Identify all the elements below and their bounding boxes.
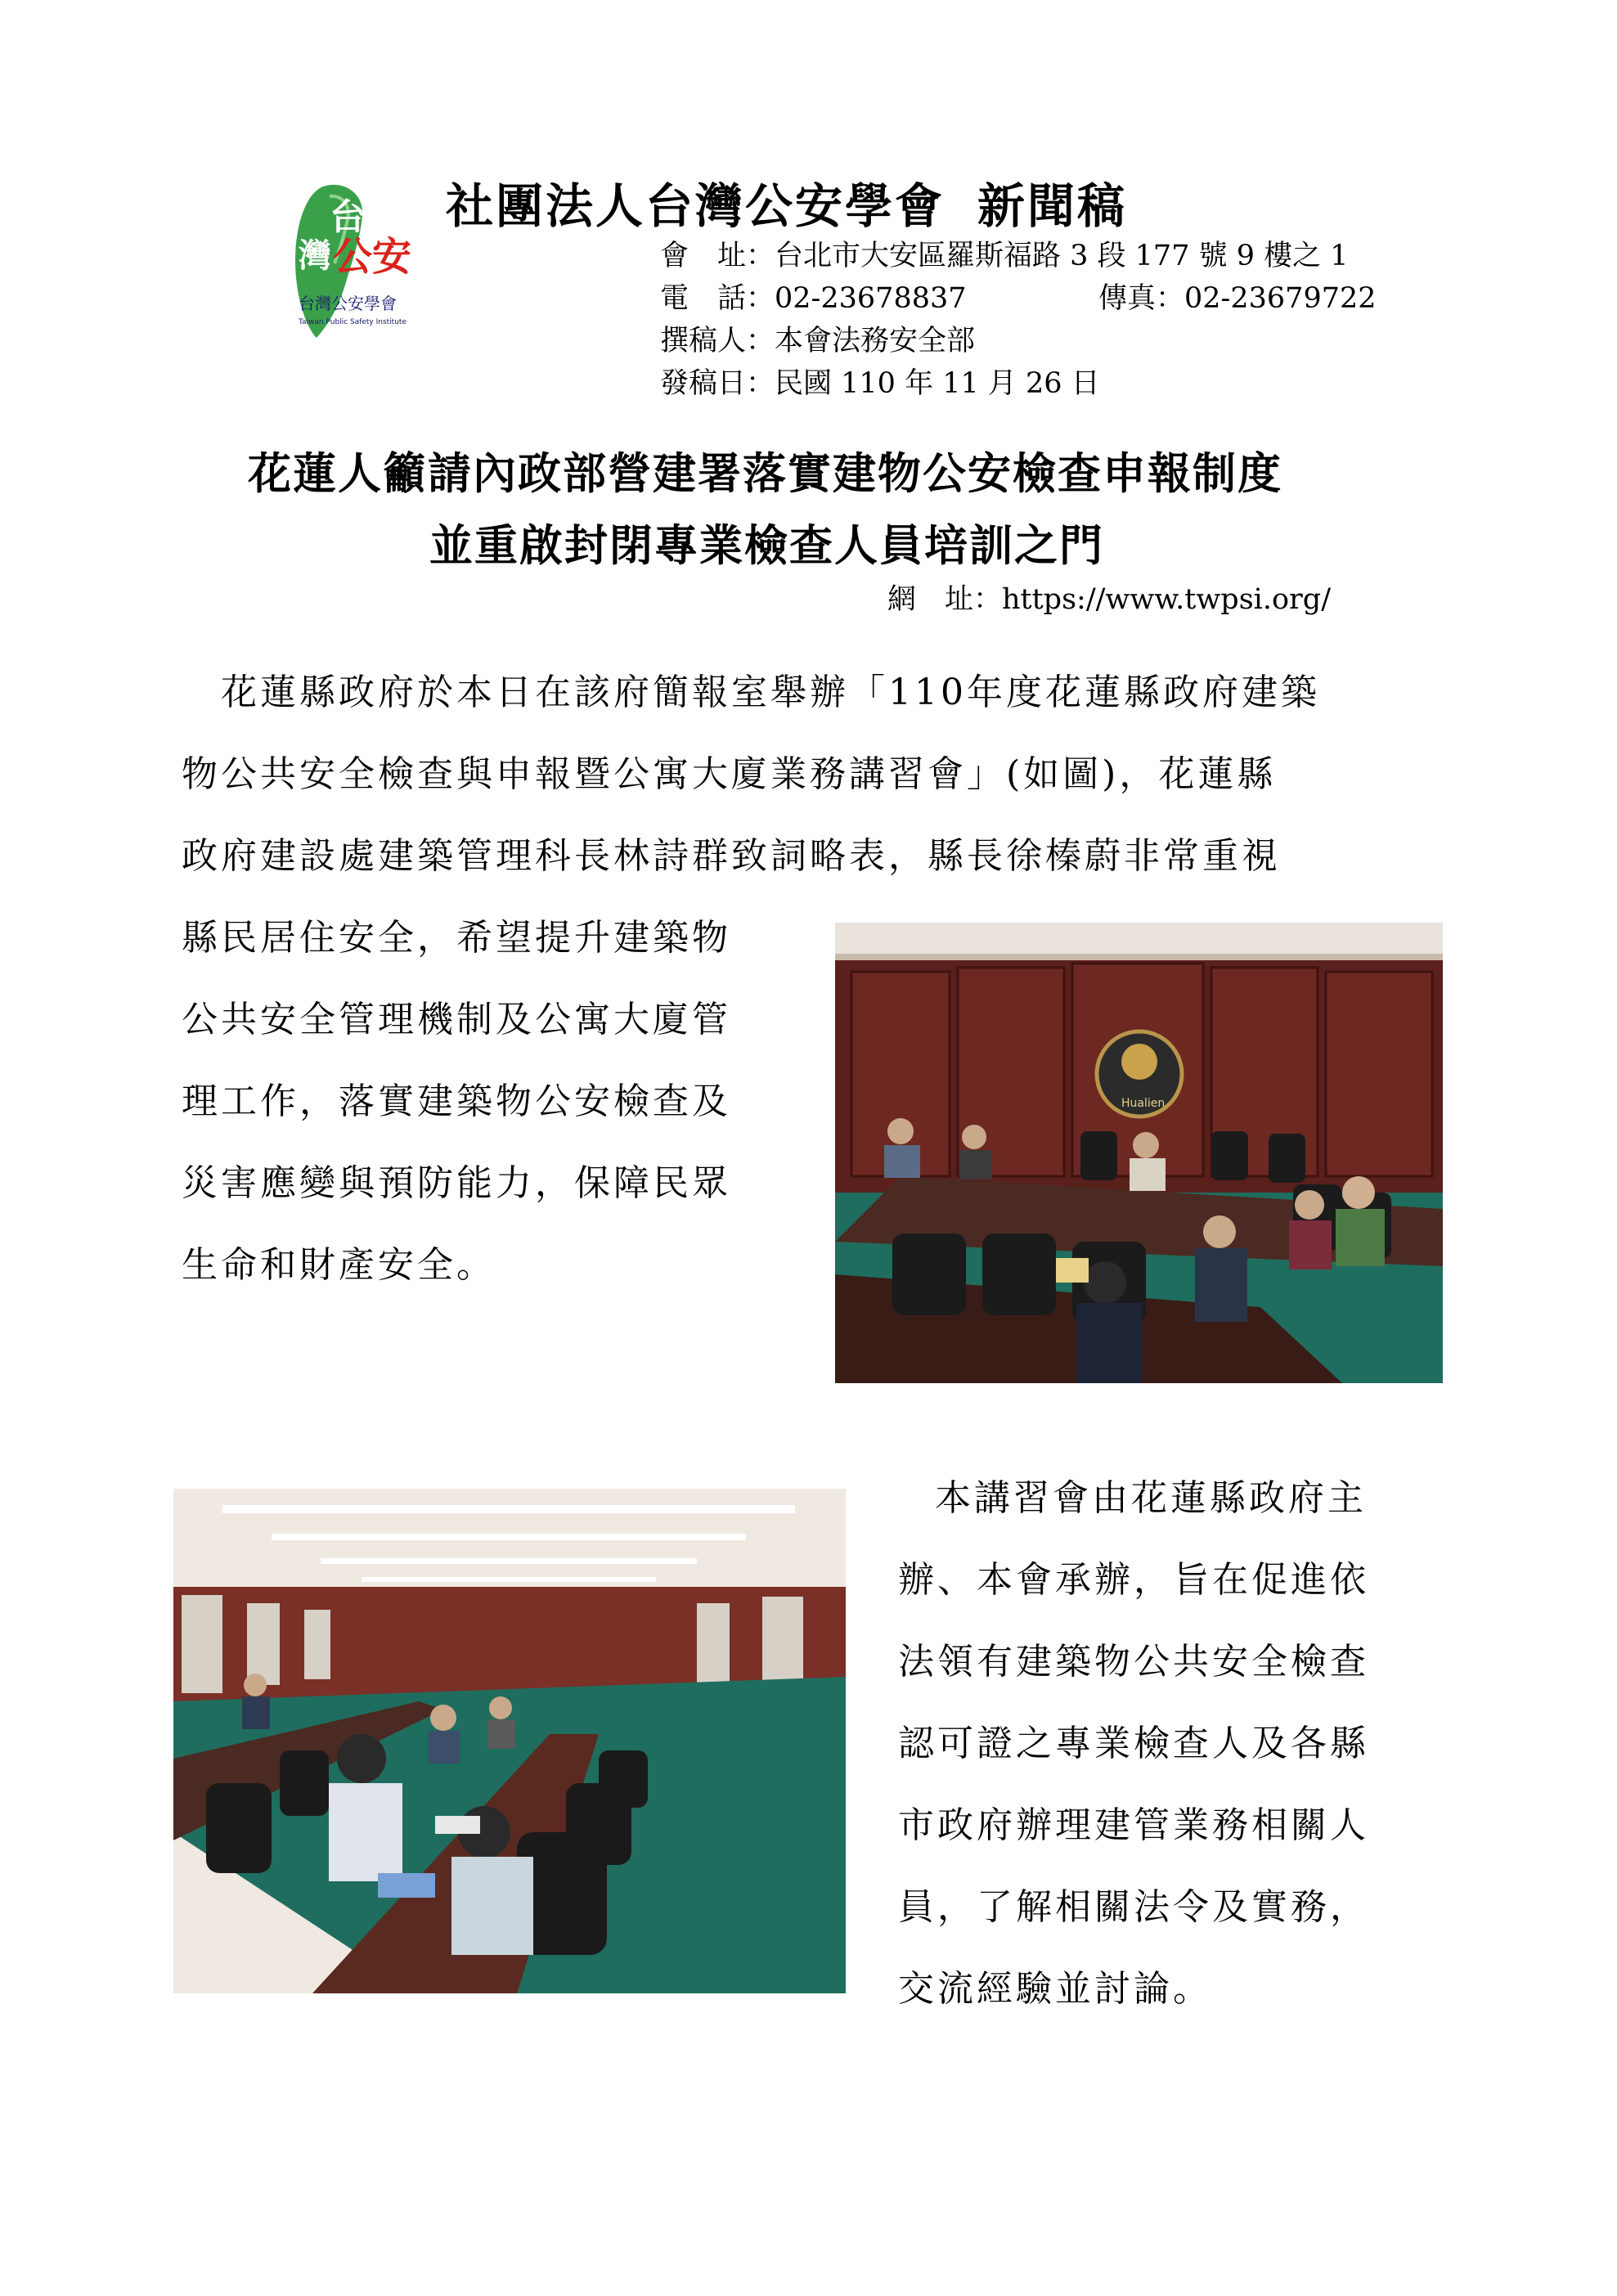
svg-text:台灣公安學會: 台灣公安學會 — [299, 294, 397, 313]
paragraph-1-line: 物公共安全檢查與申報暨公寓大廈業務講習會」(如圖)，花蓮縣 — [182, 753, 1277, 795]
address-line — [660, 242, 1349, 271]
author-line — [660, 327, 975, 356]
fax-line — [1098, 282, 1377, 315]
meeting-photo-front — [835, 923, 1443, 1383]
fax-value: 02-23679722 — [1184, 282, 1377, 315]
phone-line — [660, 282, 967, 315]
headline-line-1: 花蓮人籲請內政部營建署落實建物公安檢查申報制度 — [248, 448, 1282, 499]
svg-text:灣: 灣 — [299, 236, 331, 275]
address-label: 會 址： — [660, 240, 775, 272]
svg-text:台: 台 — [330, 196, 366, 238]
paragraph-1-line: 縣民居住安全，希望提升建築物 — [182, 917, 731, 959]
org-name: 社團法人台灣公安學會 — [446, 178, 945, 234]
author-label: 撰稿人： — [660, 325, 775, 357]
date-line — [660, 367, 1100, 400]
emblem-text: Hualien — [1121, 1097, 1166, 1110]
phone-label: 電 話： — [660, 282, 775, 315]
paragraph-1-line: 理工作，落實建築物公安檢查及 — [182, 1081, 731, 1122]
paragraph-2-line: 市政府辦理建管業務相關人 — [898, 1804, 1369, 1846]
headline-line-2: 並重啟封閉專業檢查人員培訓之門 — [429, 520, 1104, 571]
meeting-photo-wide — [173, 1489, 846, 1993]
date-value: 民國 110 年 11 月 26 日 — [775, 367, 1100, 400]
taiwan-map-logo-icon — [266, 178, 421, 342]
fax-label: 傳真： — [1098, 282, 1185, 315]
paragraph-1-line: 公共安全管理機制及公寓大廈管 — [182, 999, 731, 1040]
website-label: 網 址： — [887, 583, 1003, 616]
paragraph-2-line: 員，了解相關法令及實務， — [898, 1886, 1369, 1928]
date-label: 發稿日： — [660, 367, 775, 400]
phone-value: 02-23678837 — [775, 282, 967, 315]
press-release-title — [446, 168, 1127, 236]
paragraph-2-line: 本講習會由花蓮縣政府主 — [935, 1477, 1367, 1519]
paragraph-1-line: 災害應變與預防能力，保障民眾 — [182, 1162, 731, 1204]
svg-text:公安: 公安 — [333, 234, 412, 280]
website-url[interactable]: https://www.twpsi.org/ — [1002, 583, 1331, 616]
website-line — [887, 577, 1331, 618]
paragraph-2-line: 辦、本會承辦，旨在促進依 — [898, 1559, 1369, 1601]
author-value: 本會法務安全部 — [775, 325, 976, 357]
paragraph-2-line: 交流經驗並討論。 — [898, 1968, 1212, 2010]
logo — [266, 178, 421, 342]
paragraph-2-line: 認可證之專業檢查人及各縣 — [898, 1723, 1369, 1764]
doc-type: 新聞稿 — [977, 178, 1128, 234]
address-value: 台北市大安區羅斯福路 3 段 177 號 9 樓之 1 — [775, 240, 1349, 272]
paragraph-1-line: 花蓮縣政府於本日在該府簡報室舉辦「110年度花蓮縣政府建築 — [221, 672, 1320, 713]
paragraph-2-line: 法領有建築物公共安全檢查 — [898, 1641, 1369, 1683]
svg-text:Taiwan Public Safety Institute: Taiwan Public Safety Institute — [299, 318, 406, 326]
paragraph-1-line: 生命和財產安全。 — [182, 1244, 496, 1286]
paragraph-1-line: 政府建設處建築管理科長林詩群致詞略表，縣長徐榛蔚非常重視 — [182, 835, 1281, 877]
